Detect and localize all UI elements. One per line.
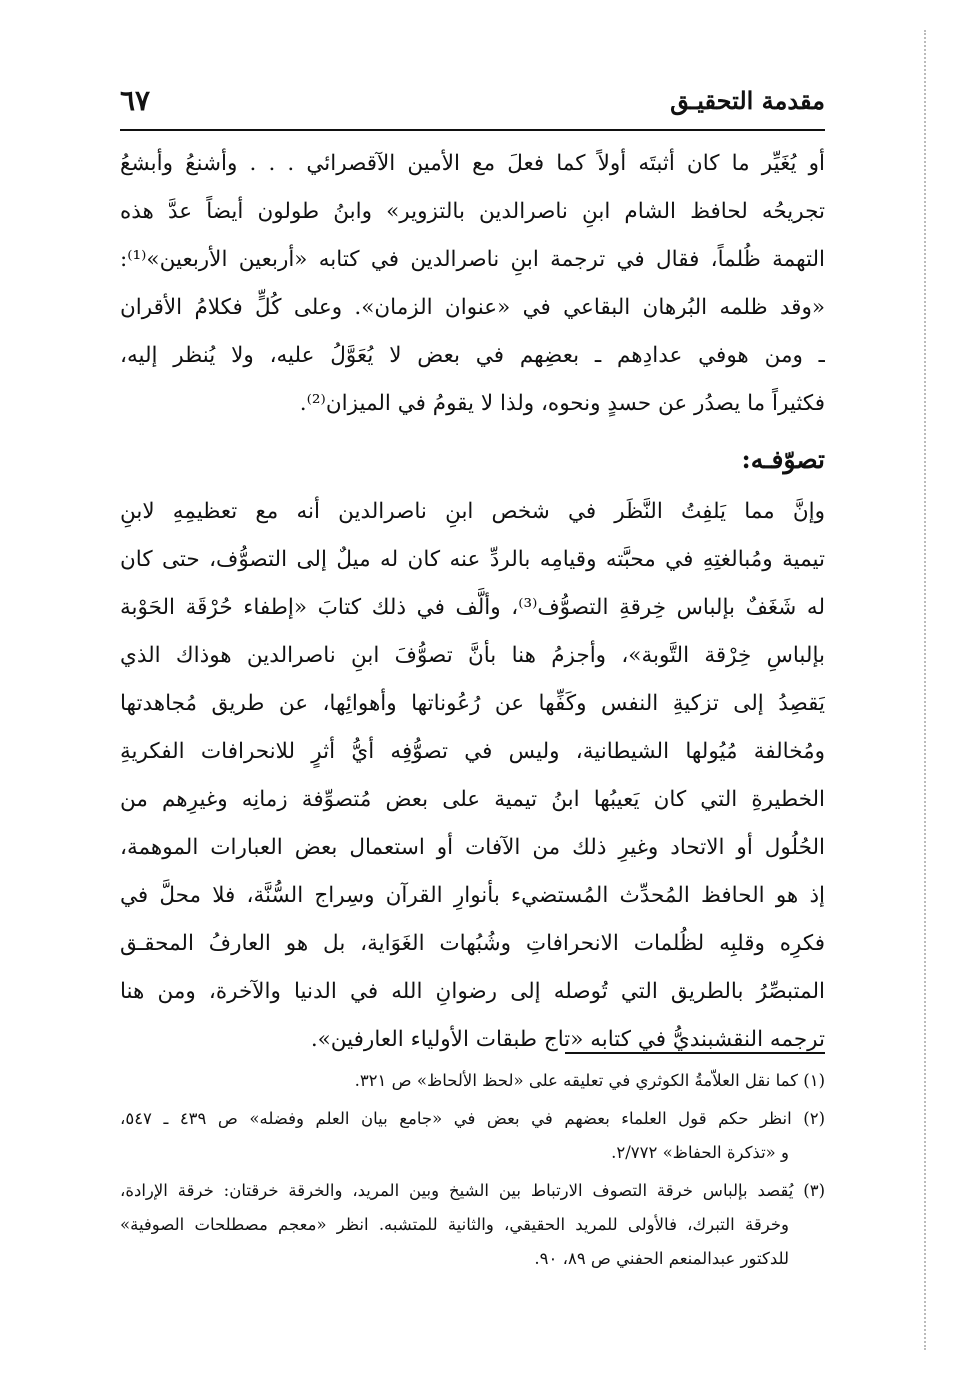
footnote-rule bbox=[565, 1052, 825, 1054]
text-line: إذ هو الحافظ المُحدِّث المُستضيء بأنوارِ القرآن وسِراج السُّنَّة، فلا محلَّ في bbox=[120, 883, 825, 908]
footnote-2 bbox=[120, 1102, 825, 1170]
footnote-1 bbox=[120, 1064, 825, 1098]
text-line: وإنَّ مما يَلفِتُ النَّظَر في شخص ابنِ ناصرالدين أنه مع تعظيمِهِ لابنِ bbox=[120, 499, 825, 524]
header-rule bbox=[120, 129, 825, 131]
footnote-line: للدكتور عبدالمنعم الحفني ص ٨٩، ٩٠. bbox=[534, 1249, 789, 1268]
text-line: ومُخالفة مُيُولها الشيطانية، وليس في تصوُّفِه أيُّ أثرٍ للانحرافات الفكريةِ bbox=[120, 739, 825, 764]
text-line: فكرِه وقلبِه لظُلمات الانحرافاتِ وشُبُهات الغَوَاية، بل هو العارفُ المحقـق bbox=[120, 931, 825, 956]
footnote-line: (٣) يُقصد بإلباس خرقة التصوف الارتباط بين الشيخ وبين المريد، والخرقة خرقتان: خرقة الإرادة، bbox=[120, 1181, 825, 1200]
footnote-line: (١) كما نقل العلاّمةُ الكوثري في تعليقه على «لحظ الألحاظ» ص ٣٢١. bbox=[354, 1071, 825, 1090]
footnote-3 bbox=[120, 1174, 825, 1276]
text-line: فكثيراً ما يصدُر عن حسدٍ ونحوه، ولذا لا يقومُ في الميزان⁽²⁾. bbox=[299, 391, 825, 416]
text-line: تجريحُه لحافظ الشام ابنِ ناصرالدين بالتزوير» وابنُ طولون أيضاً عدَّ هذه bbox=[120, 199, 825, 224]
text-line: له شَغَفٌ بإلباس خِرقةِ التصوُّف⁽³⁾، وألَّف في ذلك كتابَ «إطفاء حُرْقَة الحَوْبة bbox=[120, 595, 825, 620]
text-line: ترجمه النقشبنديُّ في كتابه «تاج طبقات الأولياء العارفين». bbox=[310, 1027, 825, 1052]
running-title: مقدمة التحقيـق bbox=[670, 86, 825, 115]
section-heading: تصوّفـه: bbox=[741, 445, 825, 474]
text-line: الحُلُول أو الاتحاد وغيرِ ذلك من الآفات أو استعمال بعض العبارات الموهمة، bbox=[120, 835, 825, 860]
page-header bbox=[120, 82, 825, 128]
page-number: ٦٧ bbox=[120, 84, 151, 117]
text-line: يَقصِدُ إلى تزكيةِ النفس وكَفِّها عن رُعُوناتها وأهوائِها، عن طريق مُجاهدتها bbox=[120, 691, 825, 716]
footnotes bbox=[120, 1064, 825, 1276]
paragraph-1 bbox=[120, 140, 825, 428]
text-line: بإلباسِ خِرْقة التَّوبة»، وأجزمُ هنا بأنَّ تصوُّفَ ابنِ ناصرالدين هوذاك الذي bbox=[120, 643, 825, 668]
text-line: أو يُغَيِّر ما كان أثبتَه أولاً كما فعلَ مع الأمين الآقصرائي . . . وأشنعُ وأبشعُ bbox=[120, 151, 825, 176]
text-line: الخطيرةِ التي كان يَعيبُها ابنُ تيمية على بعض مُتصوِّفة زمانِه وغيرِهم من bbox=[120, 787, 825, 812]
paragraph-2 bbox=[120, 488, 825, 1064]
footnote-line: و «تذكرة الحفاظ» ٢/٧٧٢. bbox=[611, 1143, 789, 1162]
page-edge-dotted-line bbox=[924, 30, 926, 1350]
footnote-line: (٢) انظر حكم قول العلماء بعضهم في بعض في «جامع بيان العلم وفضله» ص ٤٣٩ ـ ٥٤٧، bbox=[120, 1109, 825, 1128]
text-line: التهمة ظُلماً، فقال في ترجمة ابنِ ناصرالدين في كتابه «أربعين الأربعين»⁽¹⁾: bbox=[120, 247, 825, 272]
text-line: ـ ومن هوفي عدادِهم ـ بعضِهم في بعض لا يُعَوَّلُ عليه، ولا يُنظر إليه، bbox=[120, 343, 825, 368]
main-text bbox=[120, 140, 825, 1064]
footnote-line: وخرقة التبرك، فالأولى للمريد الحقيقي، والثانية للمتشبه. انظر «معجم مصطلحات الصوفية» bbox=[120, 1215, 789, 1234]
text-line: المتبصِّرُ بالطريق التي تُوصله إلى رضوانِ الله في الدنيا والآخرة، ومن هنا bbox=[120, 979, 825, 1004]
text-line: «وقد ظلمه البُرهان البقاعي في «عنوان الزمان». وعلى كُلٍّ فكلامُ الأقران bbox=[120, 295, 825, 320]
text-line: تيمية ومُبالغتِهِ في محبَّته وقيامِه بالردِّ عنه كان له ميلٌ إلى التصوُّف، حتى كان bbox=[120, 547, 825, 572]
